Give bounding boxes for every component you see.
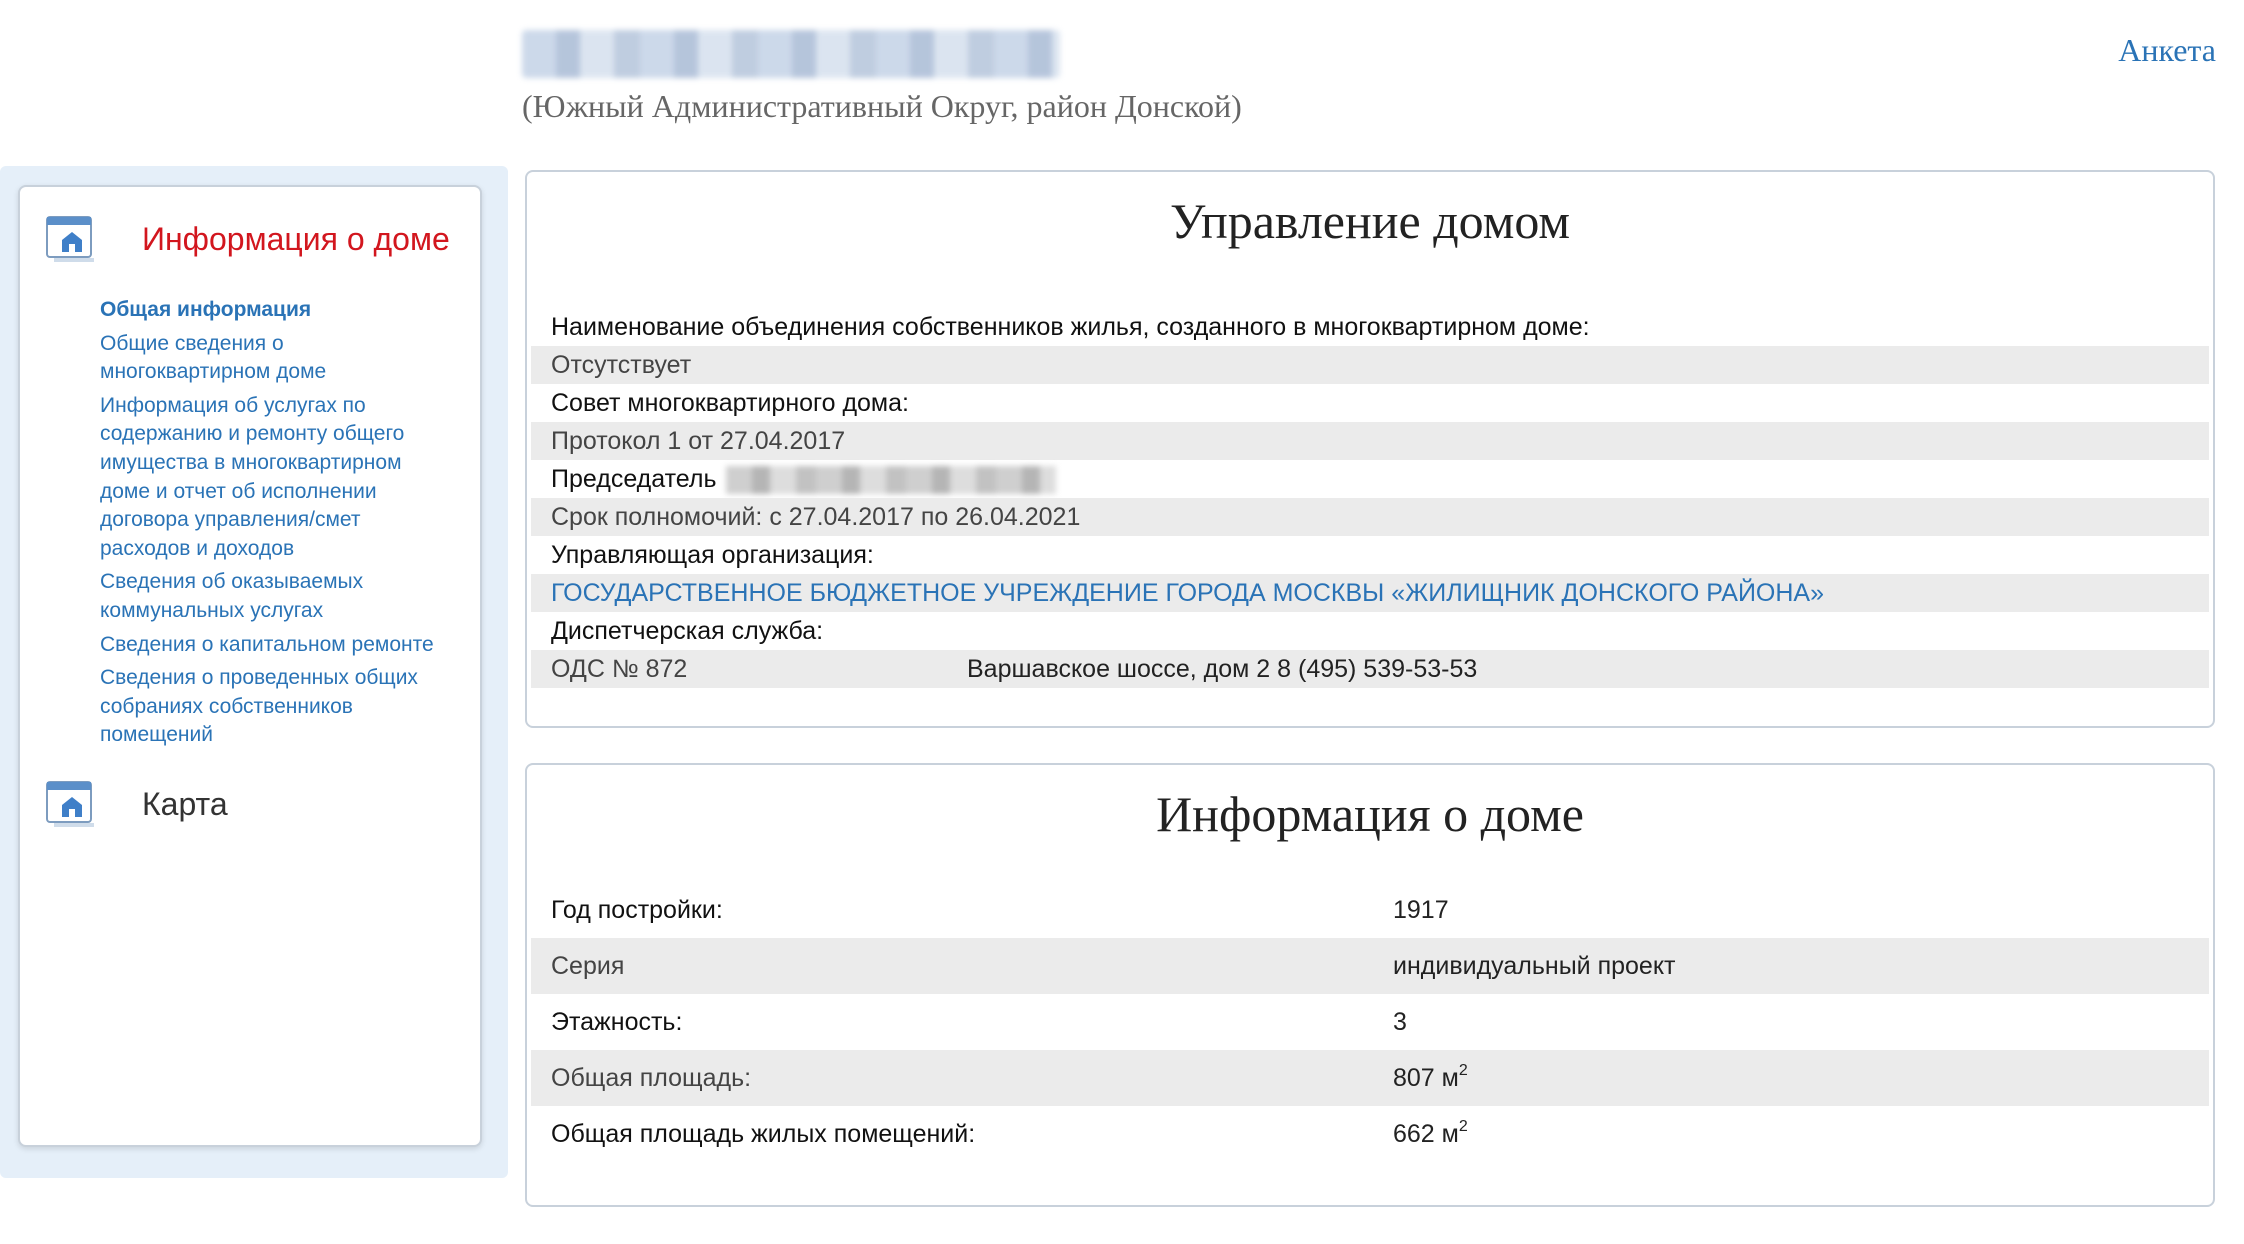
dispatch-label: Диспетчерская служба:	[551, 617, 824, 645]
blurred-chairman-name	[726, 466, 1056, 494]
sidebar-link-owner-meetings[interactable]: Сведения о проведенных общих собраниях собственников помещений	[100, 666, 418, 747]
nav-section-house-info[interactable]	[44, 212, 450, 266]
org-label-row	[531, 536, 2209, 574]
chairman-row	[531, 460, 2209, 498]
info-label: Общая площадь:	[551, 1064, 752, 1092]
org-link-wrap	[551, 574, 1824, 612]
dispatch-label-row	[531, 612, 2209, 650]
org-link[interactable]: ГОСУДАРСТВЕННОЕ БЮДЖЕТНОЕ УЧРЕЖДЕНИЕ ГОРОДА МОСКВЫ «ЖИЛИЩНИК ДОНСКОГО РАЙОНА»	[551, 579, 1825, 607]
management-panel	[525, 170, 2215, 728]
org-label: Управляющая организация:	[551, 541, 874, 569]
org-value-row	[531, 574, 2209, 612]
info-label: Серия	[551, 952, 625, 980]
info-value-area	[1393, 1050, 1468, 1106]
house-window-icon	[44, 777, 98, 831]
sidebar-link-maintenance-services[interactable]: Информация об услугах по содержанию и ремонту общего имущества в многоквартирном доме и отчет об исполнении договора управления/смет расходов и доходов	[100, 393, 405, 560]
hoa-label: Наименование объединения собственников жилья, созданного в многоквартирном доме:	[551, 313, 1590, 341]
hoa-value: Отсутствует	[551, 351, 692, 379]
info-label: Этажность:	[551, 1008, 683, 1036]
sidebar-link-capital-repair[interactable]: Сведения о капитальном ремонте	[100, 632, 434, 656]
house-info-title: Информация о доме	[1156, 786, 1584, 842]
hoa-label-row	[531, 308, 2209, 346]
chairman-label: Председатель	[551, 465, 717, 493]
info-value: 3	[1393, 1008, 1407, 1036]
info-label: Общая площадь жилых помещений:	[551, 1120, 976, 1148]
nav-section-map[interactable]	[44, 777, 228, 831]
sidebar-link-general-details[interactable]: Общие сведения о многоквартирном доме	[100, 331, 327, 384]
council-label: Совет многоквартирного дома:	[551, 389, 909, 417]
district-subtitle: (Южный Административный Округ, район Донской)	[522, 88, 1242, 124]
council-label-row	[531, 384, 2209, 422]
sidebar-link-general-info[interactable]: Общая информация	[100, 298, 312, 321]
info-row	[531, 938, 2209, 994]
info-value: 1917	[1393, 896, 1449, 924]
unit-superscript: 2	[1458, 1061, 1468, 1079]
area-number: 662 м	[1393, 1120, 1459, 1148]
area-number: 807 м	[1393, 1064, 1459, 1092]
dispatch-value-row	[531, 650, 2209, 688]
blurred-address	[522, 30, 1060, 78]
protocol-value: Протокол 1 от 27.04.2017	[551, 427, 846, 455]
nav-section-map-title[interactable]: Карта	[142, 785, 228, 822]
management-title: Управление домом	[1169, 193, 1571, 249]
house-window-icon	[44, 212, 98, 266]
info-row	[531, 882, 2209, 938]
info-row	[531, 1050, 2209, 1106]
unit-superscript: 2	[1458, 1117, 1468, 1135]
info-row	[531, 1106, 2209, 1162]
sidebar-sub-links	[100, 296, 450, 755]
house-info-panel	[525, 763, 2215, 1207]
info-label: Год постройки:	[551, 896, 723, 924]
nav-section-house-info-title[interactable]: Информация о доме	[142, 220, 450, 257]
anketa-link[interactable]: Анкета	[2118, 32, 2216, 68]
dispatch-address: Варшавское шоссе, дом 2 8 (495) 539-53-53	[967, 655, 1478, 683]
dispatch-name: ОДС № 872	[551, 655, 688, 683]
hoa-value-row	[531, 346, 2209, 384]
term-value: Срок полномочий: с 27.04.2017 по 26.04.2021	[551, 503, 1081, 531]
sidebar-link-utility-services[interactable]: Сведения об оказываемых коммунальных услугах	[100, 570, 364, 622]
chairman-field	[551, 460, 1056, 498]
protocol-row	[531, 422, 2209, 460]
info-row	[531, 994, 2209, 1050]
info-value: индивидуальный проект	[1393, 952, 1676, 980]
term-row	[531, 498, 2209, 536]
info-value-area	[1393, 1106, 1468, 1162]
